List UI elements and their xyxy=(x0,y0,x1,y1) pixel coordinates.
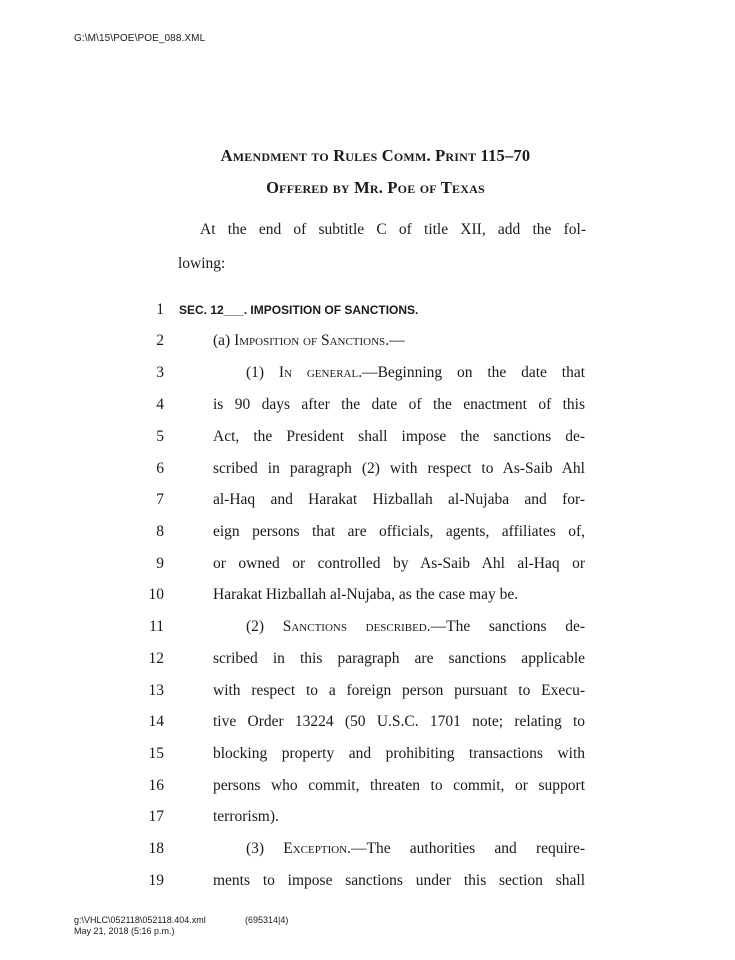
line-text: blocking property and prohibiting transactions with xyxy=(213,745,585,762)
document-line xyxy=(0,777,735,809)
document-line xyxy=(0,840,735,872)
footer-code: (695314|4) xyxy=(245,915,289,925)
line-number: 6 xyxy=(156,460,164,477)
document-line xyxy=(0,555,735,587)
document-line xyxy=(0,745,735,777)
document-line xyxy=(0,364,735,396)
line-number: 4 xyxy=(156,396,164,413)
line-text xyxy=(246,618,585,636)
document-line xyxy=(0,713,735,745)
document-line xyxy=(0,682,735,714)
footer-date: May 21, 2018 (5:16 p.m.) xyxy=(74,926,175,936)
line-number: 18 xyxy=(148,840,164,857)
document-line xyxy=(0,301,735,333)
line-number: 11 xyxy=(149,618,164,635)
line-text: scribed in paragraph (2) with respect to As-Saib Ahl xyxy=(213,460,585,477)
subsection-heading: (a) Imposition of Sanctions.— xyxy=(213,332,405,349)
paragraph-heading: In general xyxy=(278,364,359,381)
line-text: Harakat Hizballah al-Nujaba, as the case may be. xyxy=(213,586,519,603)
line-number: 7 xyxy=(156,491,164,508)
document-line xyxy=(0,491,735,523)
document-line xyxy=(0,618,735,650)
document-line xyxy=(0,332,735,364)
line-text: is 90 days after the date of the enactment of this xyxy=(213,396,585,413)
document-title: Amendment to Rules Comm. Print 115–70 xyxy=(220,146,531,165)
paragraph-prefix: (3) xyxy=(246,840,284,857)
footer-path: g:\VHLC\052118\052118.404.xml xyxy=(74,915,206,925)
line-text xyxy=(246,840,585,858)
document-line xyxy=(0,460,735,492)
document-subtitle: Offered by Mr. Poe of Texas xyxy=(266,178,485,197)
line-text: .— xyxy=(385,332,405,349)
line-text: Act, the President shall impose the sanctions de- xyxy=(213,428,585,445)
line-number: 17 xyxy=(148,808,164,825)
line-text: scribed in this paragraph are sanctions applicable xyxy=(213,650,585,667)
line-number: 10 xyxy=(148,586,164,603)
paragraph-heading: Sanctions described xyxy=(282,618,427,635)
subsection-title: Imposition of Sanctions xyxy=(234,332,386,349)
line-number: 2 xyxy=(156,332,164,349)
section-heading: SEC. 12___. IMPOSITION OF SANCTIONS. xyxy=(179,303,419,317)
line-number: 14 xyxy=(148,713,164,730)
line-text: eign persons that are officials, agents, affiliates of, xyxy=(213,523,585,540)
line-number: 19 xyxy=(148,872,164,889)
document-line xyxy=(0,650,735,682)
line-text: terrorism). xyxy=(213,808,279,825)
intro-line-1: At the end of subtitle C of title XII, add the fol- xyxy=(200,221,586,238)
line-text: with respect to a foreign person pursuant to Execu- xyxy=(213,682,585,699)
document-line xyxy=(0,872,735,904)
document-line xyxy=(0,396,735,428)
line-text-rest: .—Beginning on the date that xyxy=(358,364,586,381)
document-line xyxy=(0,428,735,460)
line-number: 16 xyxy=(148,777,164,794)
line-text: or owned or controlled by As-Saib Ahl al-Haq or xyxy=(213,555,585,572)
line-number: 13 xyxy=(148,682,164,699)
intro-line-2: lowing: xyxy=(178,255,226,272)
line-number: 12 xyxy=(148,650,164,667)
file-path-header: G:\M\15\POE\POE_088.XML xyxy=(74,33,206,44)
line-number: 3 xyxy=(156,364,164,381)
line-number: 9 xyxy=(156,555,164,572)
line-text xyxy=(246,364,585,382)
line-text: persons who commit, threaten to commit, or support xyxy=(213,777,585,794)
line-number: 15 xyxy=(148,745,164,762)
paragraph-prefix: (1) xyxy=(246,364,279,381)
page-footer xyxy=(74,915,289,937)
document-line xyxy=(0,586,735,618)
line-number: 1 xyxy=(156,301,164,318)
line-text: tive Order 13224 (50 U.S.C. 1701 note; relating to xyxy=(213,713,585,730)
line-text: ments to impose sanctions under this section shall xyxy=(213,872,585,889)
line-text: al-Haq and Harakat Hizballah al-Nujaba and for- xyxy=(213,491,585,508)
line-text-rest: .—The authorities and require- xyxy=(347,840,585,857)
document-line xyxy=(0,808,735,840)
line-number: 8 xyxy=(156,523,164,540)
paragraph-prefix: (2) xyxy=(246,618,283,635)
document-line xyxy=(0,523,735,555)
line-text-rest: .—The sanctions de- xyxy=(426,618,586,635)
line-number: 5 xyxy=(156,428,164,445)
paragraph-heading: Exception xyxy=(283,840,348,857)
